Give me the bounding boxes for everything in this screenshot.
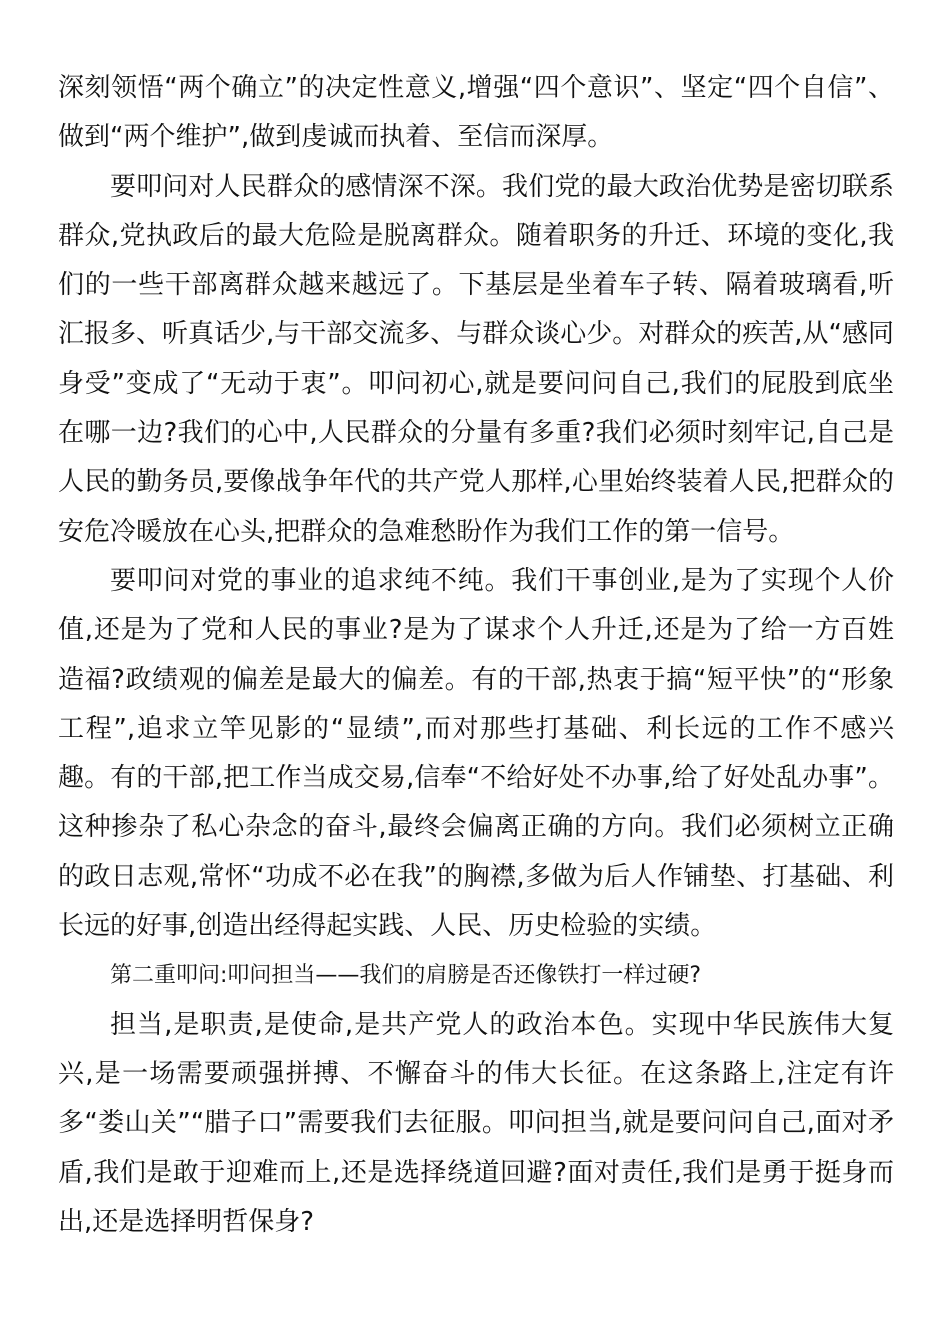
section-heading-second-question: 第二重叩问:叩问担当——我们的肩膀是否还像铁打一样过硬? — [110, 963, 702, 989]
paragraph-pursuit-of-cause: 要叩问对党的事业的追求纯不纯。我们干事创业,是为了实现个人价值,还是为了党和人民的事业?是为了谋求个人升迁,还是为了给一方百姓造福?政绩观的偏差是最大的偏差。有的干部,热衷于搞“短平快”的“形象工程”,追求立竿见影的“显绩”,而对那些打基础、利长远的工作不感兴趣。有的干部,把工作当成交易,信奉“不给好处不办事,给了好处乱办事”。这种掺杂了私心杂念的奋斗,最终会偏离正确的方向。我们必须树立正确的政日志观,常怀“功成不必在我”的胸襟,多做为后人作铺垫、打基础、利长远的好事,创造出经得起实践、人民、历史检验的实绩。 — [58, 565, 894, 942]
document-body — [58, 64, 894, 1247]
paragraph-feelings-for-people: 要叩问对人民群众的感情深不深。我们党的最大政治优势是密切联系群众,党执政后的最大危险是脱离群众。随着职务的升迁、环境的变化,我们的一些干部离群众越来越远了。下基层是坐着车子转、隔着玻璃看,听汇报多、听真话少,与干部交流多、与群众谈心少。对群众的疾苦,从“感同身受”变成了“无动于衷”。叩问初心,就是要问问自己,我们的屁股到底坐在哪一边?我们的心中,人民群众的分量有多重?我们必须时刻牢记,自己是人民的勤务员,要像战争年代的共产党人那样,心里始终装着人民,把群众的安危冷暖放在心头,把群众的急难愁盼作为我们工作的第一信号。 — [58, 171, 894, 547]
paragraph-intro-continuation: 深刻领悟“两个确立”的决定性意义,增强“四个意识”、坚定“四个自信”、做到“两个维护”,做到虔诚而执着、至信而深厚。 — [58, 73, 894, 153]
paragraph-responsibility: 担当,是职责,是使命,是共产党人的政治本色。实现中华民族伟大复兴,是一场需要顽强拼搏、不懈奋斗的伟大长征。在这条路上,注定有许多“娄山关”“腊子口”需要我们去征服。叩问担当,就是要问问自己,面对矛盾,我们是敢于迎难而上,还是选择绕道回避?面对责任,我们是勇于挺身而出,还是选择明哲保身? — [58, 1009, 894, 1237]
